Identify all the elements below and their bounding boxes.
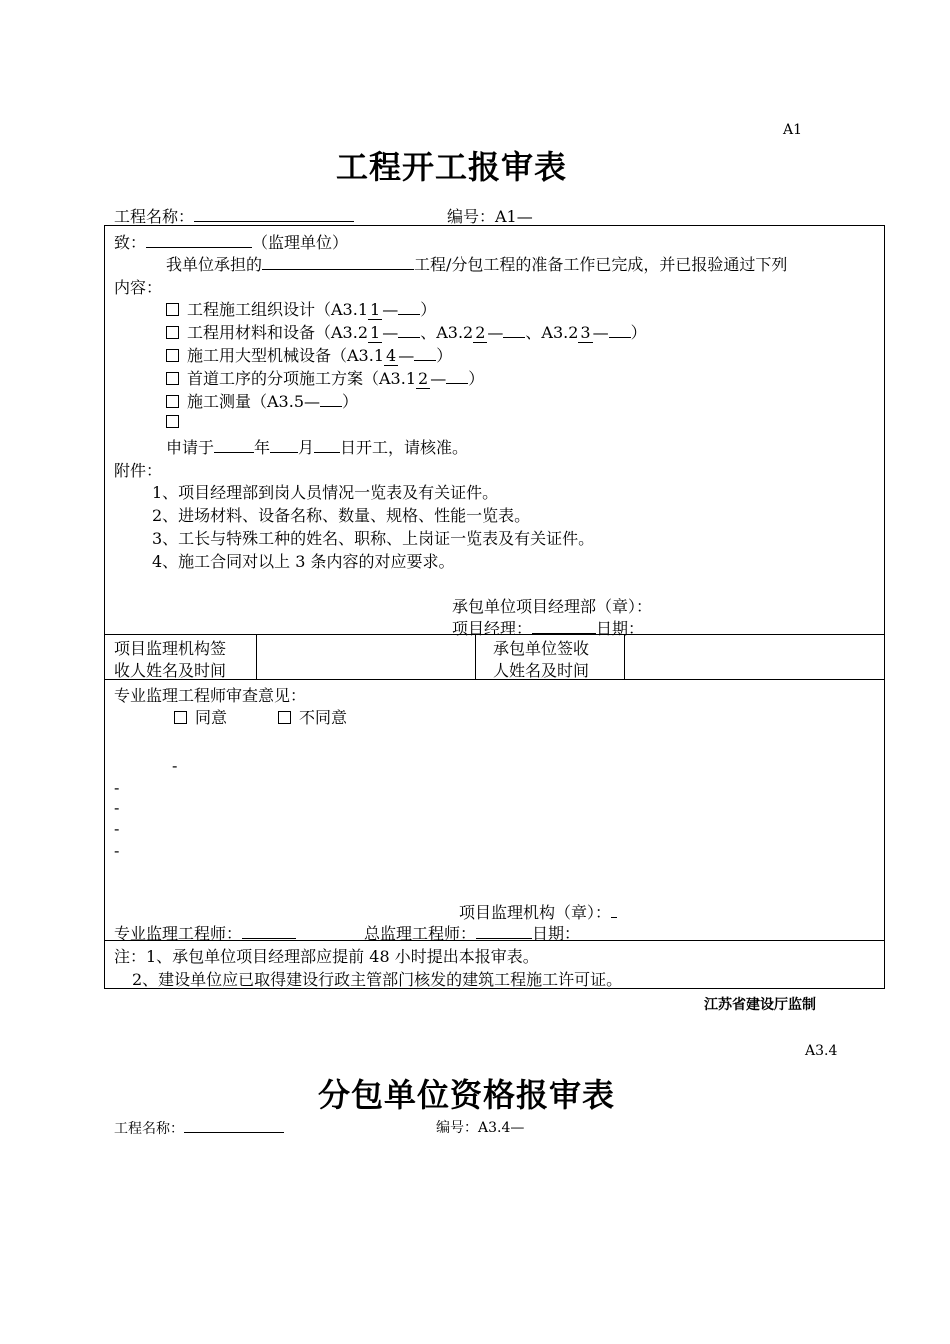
dash-mark: - — [114, 798, 120, 817]
project-blank[interactable] — [262, 252, 414, 270]
attachment-item: 4、施工合同对以上 3 条内容的对应要求。 — [152, 552, 455, 571]
checkbox-icon[interactable] — [166, 395, 179, 408]
addressee-line: 致： （监理单位） — [114, 230, 348, 253]
form2-code: A3.4 — [805, 1043, 838, 1059]
check-item-other[interactable] — [166, 412, 187, 431]
form2-serial-number: 编号：A3.4— — [436, 1120, 525, 1136]
supervision-seal-label: 项目监理机构（章）： — [459, 900, 617, 923]
project-name-field[interactable] — [114, 204, 354, 227]
form2-title: 分包单位资格报审表 — [318, 1076, 616, 1114]
attachments-label: 附件： — [114, 461, 163, 480]
form-code: A1 — [783, 122, 803, 138]
dash-mark: - — [114, 841, 120, 860]
supervisor-receipt-label: 项目监理机构签 收人姓名及时间 — [114, 639, 227, 680]
checkbox-icon[interactable] — [166, 326, 179, 339]
attachment-item: 1、项目经理部到岗人员情况一览表及有关证件。 — [152, 483, 499, 502]
note-line: 2、建设单位应已取得建设行政主管部门核发的建筑工程施工许可证。 — [132, 970, 623, 989]
apply-date-line: 申请于 年 月 日开工，请核准。 — [166, 435, 468, 458]
contractor-seal-label: 承包单位项目经理部（章）： — [452, 597, 653, 616]
review-opinion-label: 专业监理工程师审查意见： — [114, 686, 307, 705]
supervisor-unit-blank[interactable] — [146, 230, 252, 248]
checkbox-icon[interactable] — [166, 415, 179, 428]
check-item-machinery[interactable]: 施工用大型机械设备（A3.1 4 — ） — [166, 343, 452, 366]
day-blank[interactable] — [314, 435, 340, 453]
agree-option[interactable]: 同意 — [174, 705, 227, 728]
engineer-sign-line: 专业监理工程师： — [114, 921, 296, 944]
contractor-receipt-label: 承包单位签收 人姓名及时间 — [493, 639, 590, 680]
check-item-first-process[interactable]: 首道工序的分项施工方案（A3.1 2 — ） — [166, 366, 484, 389]
checkbox-icon[interactable] — [166, 349, 179, 362]
attachment-item: 3、工长与特殊工种的姓名、职称、上岗证一览表及有关证件。 — [152, 529, 595, 548]
engineer-blank[interactable] — [242, 921, 296, 939]
checkbox-icon[interactable] — [166, 372, 179, 385]
project-name-blank[interactable] — [194, 204, 354, 222]
supervisor-receipt-field[interactable] — [258, 636, 473, 678]
project-manager-blank[interactable] — [532, 616, 596, 634]
chief-engineer-blank[interactable] — [476, 921, 532, 939]
dash-mark: - — [172, 756, 178, 775]
project-name-label: 工程名称： — [114, 207, 195, 226]
form2-project-name-blank[interactable] — [184, 1117, 284, 1133]
page-title: 工程开工报审表 — [336, 148, 568, 186]
month-blank[interactable] — [270, 435, 298, 453]
dash-mark: - — [114, 778, 120, 797]
contractor-receipt-field[interactable] — [626, 636, 882, 678]
project-manager-line: 项目经理： 日期： — [452, 616, 644, 639]
attachment-item: 2、进场材料、设备名称、数量、规格、性能一览表。 — [152, 506, 531, 525]
check-item-construction-design[interactable]: 工程施工组织设计（A3.1 1 — ） — [166, 297, 436, 320]
check-item-materials[interactable]: 工程用材料和设备（A3.2 1 — 、A3.2 2 — 、A3.2 3 — ） — [166, 320, 647, 343]
chief-engineer-line: 总监理工程师： 日期： — [364, 921, 580, 944]
intro-line: 我单位承担的 工程/分包工程的准备工作已完成，并已报验通过下列 — [166, 252, 787, 275]
dash-mark: - — [114, 819, 120, 838]
check-item-survey[interactable]: 施工测量（A3.5— ） — [166, 389, 358, 412]
note-line: 注：1、承包单位项目经理部应提前 48 小时提出本报审表。 — [114, 947, 539, 966]
intro-content-label: 内容： — [114, 278, 163, 297]
serial-number: 编号：A1— — [447, 207, 533, 226]
checkbox-icon[interactable] — [174, 711, 187, 724]
disagree-option[interactable]: 不同意 — [278, 705, 347, 728]
checkbox-icon[interactable] — [278, 711, 291, 724]
form2-project-name-field[interactable]: 工程名称： — [114, 1117, 284, 1138]
year-blank[interactable] — [214, 435, 254, 453]
checkbox-icon[interactable] — [166, 303, 179, 316]
issuing-agency: 江苏省建设厅监制 — [704, 997, 816, 1013]
